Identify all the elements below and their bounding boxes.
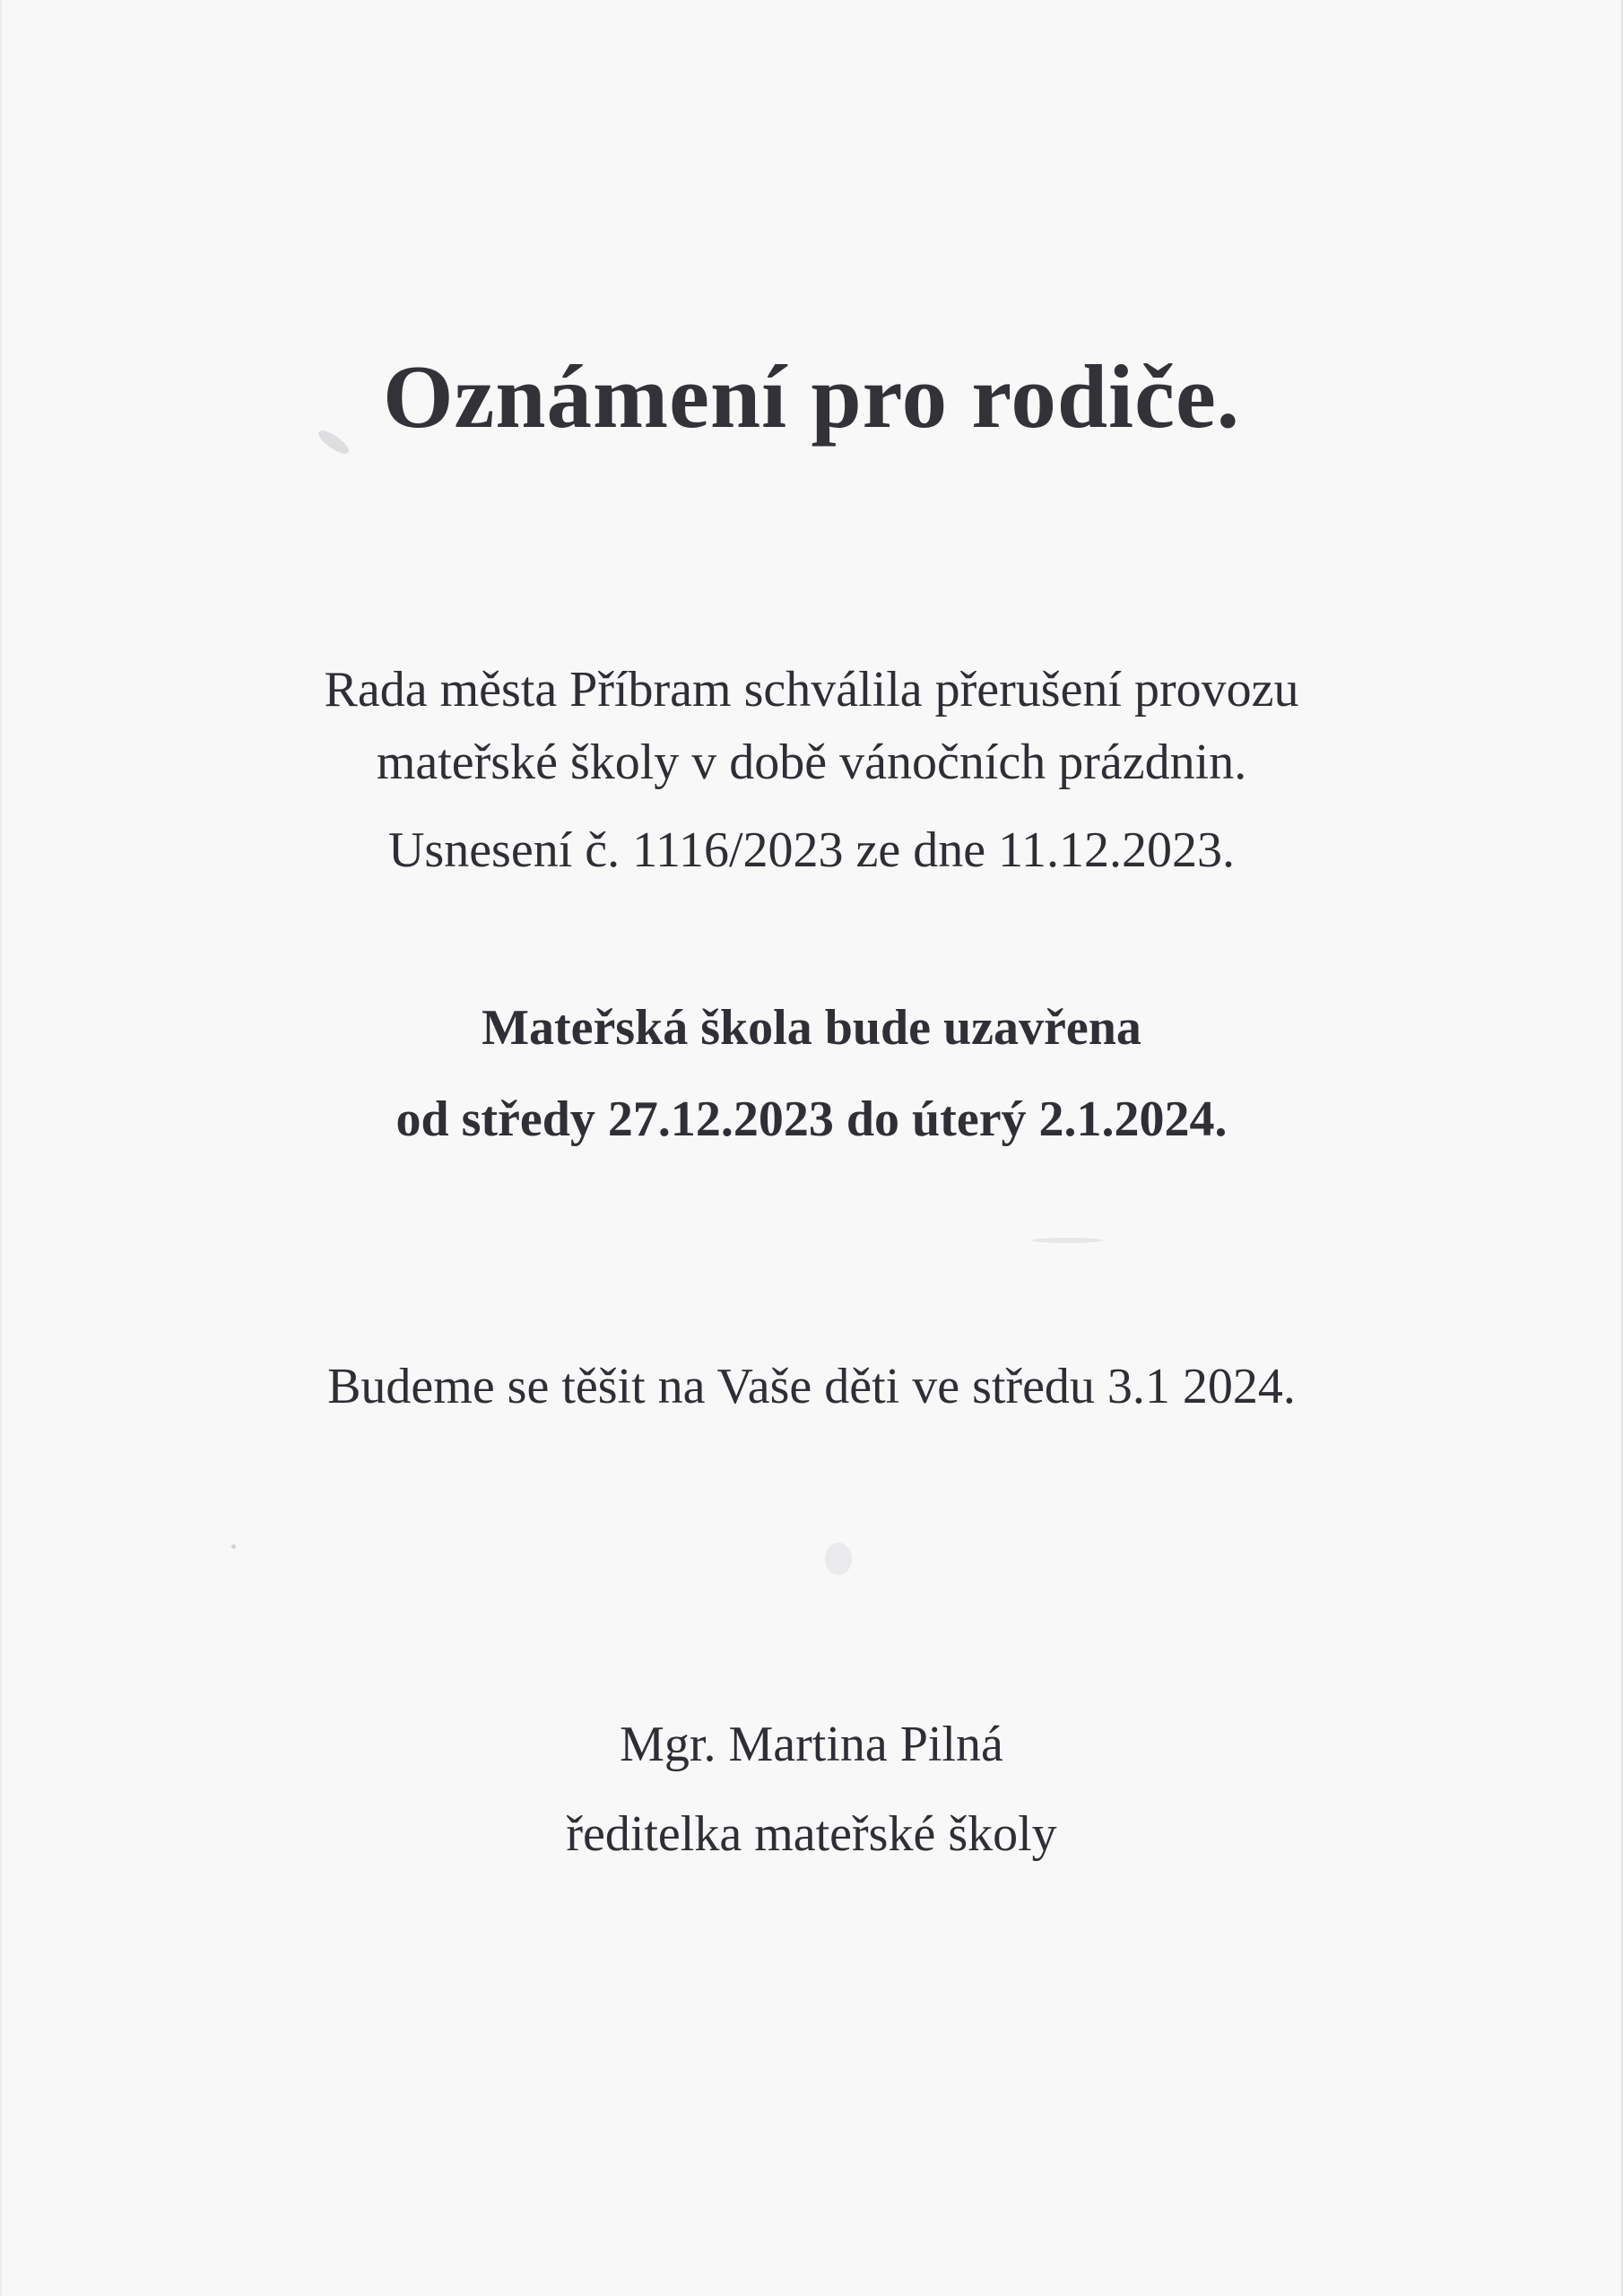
closure-statement-line-2: od středy 27.12.2023 do úterý 2.1.2024. [395, 1091, 1228, 1147]
reopening-message: Budeme se těšit na Vaše děti ve středu 3.1 2024. [327, 1359, 1296, 1414]
notice-title: Oznámení pro rodiče. [382, 346, 1241, 447]
resolution-reference: Usnesení č. 1116/2023 ze dne 11.12.2023. [387, 822, 1236, 878]
scan-smudge [1031, 1238, 1103, 1243]
scan-smudge [231, 1544, 236, 1549]
council-decision-line-2: mateřské školy v době vánočních prázdnin. [376, 735, 1247, 790]
signature-role: ředitelka mateřské školy [566, 1806, 1057, 1862]
signature-name: Mgr. Martina Pilná [620, 1717, 1003, 1772]
council-decision-line-1: Rada města Příbram schválila přerušení provozu [324, 662, 1299, 718]
page-edge-left [0, 0, 2, 2296]
closure-statement-line-1: Mateřská škola bude uzavřena [482, 1000, 1141, 1056]
scan-smudge [825, 1543, 852, 1575]
